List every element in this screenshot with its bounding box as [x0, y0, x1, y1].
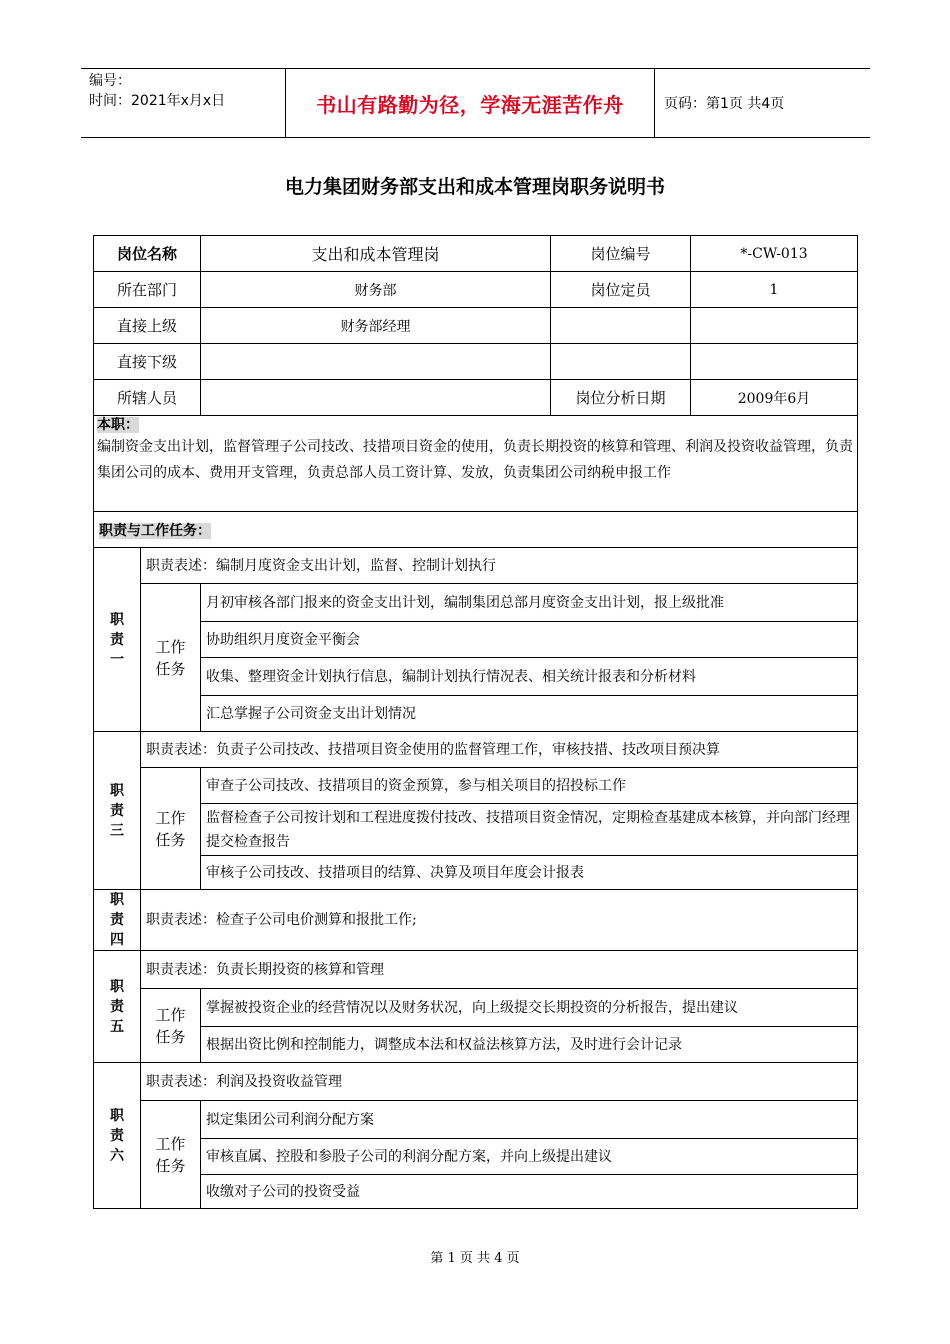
duty-statement-row: [94, 890, 858, 951]
tasks-title: 职责与工作任务：: [99, 522, 211, 539]
document-date: 时间：2021年x月x日: [89, 93, 226, 109]
empty-cell: [551, 308, 691, 344]
duty-summary-label: 本职：: [97, 417, 139, 433]
duty-statement-row: [94, 732, 858, 768]
duty-statement-row: [94, 951, 858, 989]
duty-statement-row: [94, 1063, 858, 1101]
task-item: 审核子公司技改、技措项目的结算、决算及项目年度会计报表: [201, 856, 858, 890]
duty-number: 职 责 四: [94, 890, 141, 951]
position-no-value: *-CW-013: [691, 236, 858, 272]
task-row: [94, 989, 858, 1027]
task-row: [94, 856, 858, 890]
task-row: [94, 622, 858, 658]
duty-statement-row: [94, 548, 858, 584]
task-row: [94, 1027, 858, 1063]
row-department: [94, 272, 858, 308]
quota-value: 1: [691, 272, 858, 308]
work-task-label: 工作 任务: [141, 989, 201, 1063]
task-row: [94, 658, 858, 696]
subordinate-value: [201, 344, 551, 380]
header-page-number: 页码：第1页 共4页: [664, 96, 785, 112]
job-description-table: [93, 235, 858, 1209]
row-position-name: [94, 236, 858, 272]
duty-statement: 职责表述：负责长期投资的核算和管理: [141, 951, 858, 989]
document-number: 编号：: [89, 73, 131, 89]
row-subordinate: [94, 344, 858, 380]
staff-value: [201, 380, 551, 416]
empty-cell: [691, 308, 858, 344]
task-item: 拟定集团公司利润分配方案: [201, 1101, 858, 1139]
analysis-date-label: 岗位分析日期: [551, 380, 691, 416]
duty-number: 职 责 六: [94, 1063, 141, 1209]
row-staff: [94, 380, 858, 416]
duty-statement: 职责表述：编制月度资金支出计划，监督、控制计划执行: [141, 548, 858, 584]
task-row: [94, 804, 858, 856]
page-footer: 第 1 页 共 4 页: [430, 1251, 520, 1266]
staff-label: 所辖人员: [94, 380, 201, 416]
position-no-label: 岗位编号: [551, 236, 691, 272]
task-item: 审查子公司技改、技措项目的资金预算，参与相关项目的招投标工作: [201, 768, 858, 804]
task-item: 收集、整理资金计划执行信息，编制计划执行情况表、相关统计报表和分析材料: [201, 658, 858, 696]
page-header: [81, 68, 870, 138]
duty-number: 职 责 三: [94, 732, 141, 890]
header-slogan: 书山有路勤为径，学海无涯苦作舟: [285, 69, 655, 137]
position-name-value: 支出和成本管理岗: [201, 236, 551, 272]
dept-label: 所在部门: [94, 272, 201, 308]
empty-cell: [691, 344, 858, 380]
header-meta: [81, 69, 285, 137]
duty-statement: 职责表述：利润及投资收益管理: [141, 1063, 858, 1101]
work-task-label: 工作 任务: [141, 768, 201, 890]
task-item: 监督检查子公司按计划和工程进度拨付技改、技措项目资金情况，定期检查基建成本核算，并向部门经理提交检查报告: [201, 804, 858, 856]
task-row: [94, 768, 858, 804]
empty-cell: [551, 344, 691, 380]
superior-value: 财务部经理: [201, 308, 551, 344]
row-duty-summary: [94, 416, 858, 512]
quota-label: 岗位定员: [551, 272, 691, 308]
task-row: [94, 584, 858, 622]
task-row: [94, 1139, 858, 1175]
work-task-label: 工作 任务: [141, 1101, 201, 1209]
task-row: [94, 696, 858, 732]
work-task-label: 工作 任务: [141, 584, 201, 732]
document-title: 电力集团财务部支出和成本管理岗职务说明书: [284, 176, 665, 198]
task-item: 汇总掌握子公司资金支出计划情况: [201, 696, 858, 732]
duty-summary-text: 编制资金支出计划，监督管理子公司技改、技措项目资金的使用，负责长期投资的核算和管理、利润及投资收益管理，负责集团公司的成本、费用开支管理，负责总部人员工资计算、发放，负责集团公司纳税申报工作: [97, 439, 853, 481]
duty-statement: 职责表述：负责子公司技改、技措项目资金使用的监督管理工作，审核技措、技改项目预决算: [141, 732, 858, 768]
dept-value: 财务部: [201, 272, 551, 308]
tasks-title-cell: [94, 512, 858, 548]
position-name-label: 岗位名称: [94, 236, 201, 272]
task-item: 月初审核各部门报来的资金支出计划，编制集团总部月度资金支出计划，报上级批准: [201, 584, 858, 622]
task-item: 根据出资比例和控制能力，调整成本法和权益法核算方法，及时进行会计记录: [201, 1027, 858, 1063]
analysis-date-value: 2009年6月: [691, 380, 858, 416]
duty-summary: [94, 416, 858, 512]
task-item: 收缴对子公司的投资受益: [201, 1175, 858, 1209]
duty-number: 职 责 五: [94, 951, 141, 1063]
row-tasks-title: [94, 512, 858, 548]
task-row: [94, 1175, 858, 1209]
task-row: [94, 1101, 858, 1139]
duty-statement: 职责表述：检查子公司电价测算和报批工作;: [141, 890, 858, 951]
row-superior: [94, 308, 858, 344]
superior-label: 直接上级: [94, 308, 201, 344]
subordinate-label: 直接下级: [94, 344, 201, 380]
task-item: 掌握被投资企业的经营情况以及财务状况，向上级提交长期投资的分析报告，提出建议: [201, 989, 858, 1027]
duty-number: 职 责 一: [94, 548, 141, 732]
task-item: 审核直属、控股和参股子公司的利润分配方案，并向上级提出建议: [201, 1139, 858, 1175]
task-item: 协助组织月度资金平衡会: [201, 622, 858, 658]
